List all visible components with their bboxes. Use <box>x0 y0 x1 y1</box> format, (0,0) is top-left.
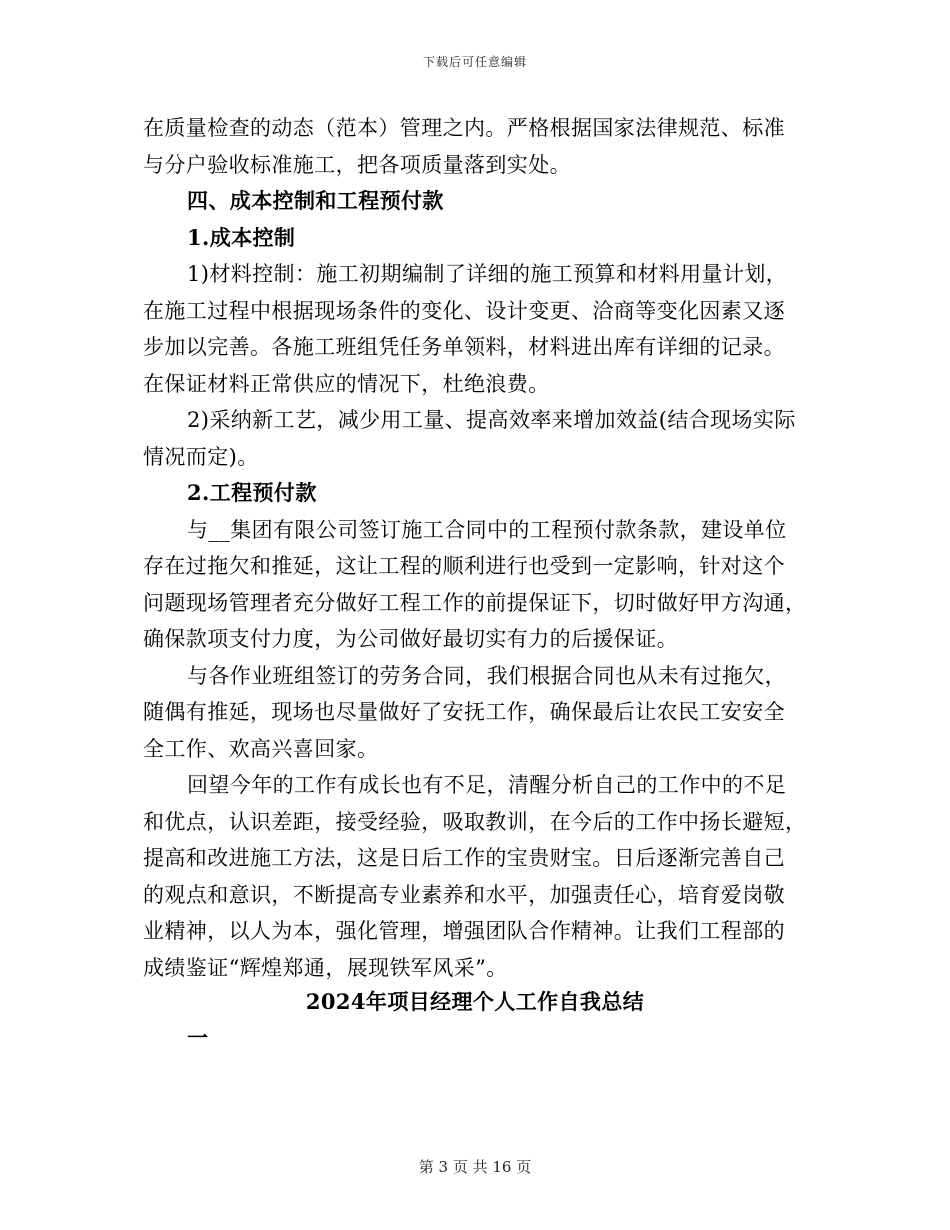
paragraph-line: 在质量检查的动态（范本）管理之内。严格根据国家法律规范、标准 <box>143 116 785 140</box>
section-number: 一 <box>187 1025 208 1050</box>
paragraph-line: 与各作业班组签订的劳务合同，我们根据合同也从未有过拖欠， <box>187 663 787 688</box>
paragraph-line: 全工作、欢高兴喜回家。 <box>143 736 379 761</box>
subsection-heading: 1.成本控制 <box>187 224 296 250</box>
paragraph-line: 提高和改进施工方法，这是日后工作的宝贵财宝。日后逐渐完善自己 <box>143 846 785 870</box>
paragraph-line: 成绩鉴证“辉煌郑通，展现铁军风采”。 <box>143 955 508 980</box>
paragraph-line: 问题现场管理者充分做好工程工作的前提保证下，切时做好甲方沟通， <box>143 590 807 615</box>
page-footer: 第 3 页 共 16 页 <box>418 1158 532 1176</box>
paragraph-line: 与分户验收标准施工，把各项质量落到实处。 <box>143 152 571 177</box>
paragraph-line: 1)材料控制：施工初期编制了详细的施工预算和材料用量计划， <box>187 262 788 286</box>
paragraph-line: 在保证材料正常供应的情况下，杜绝浪费。 <box>143 371 550 396</box>
document-body <box>143 110 813 986</box>
paragraph-line: 和优点，认识差距，接受经验，吸取教训，在今后的工作中扬长避短， <box>143 809 807 834</box>
subsection-heading: 2.工程预付款 <box>187 480 317 505</box>
paragraph-line: 确保款项支付力度，为公司做好最切实有力的后援保证。 <box>143 627 678 651</box>
paragraph-line: 业精神，以人为本，强化管理，增强团队合作精神。让我们工程部的 <box>143 919 785 943</box>
paragraph-line: 的观点和意识，不断提高专业素养和水平，加强责任心，培育爱岗敬 <box>143 882 785 907</box>
page-header: 下载后可任意编辑 <box>422 55 527 69</box>
paragraph-line: 情况而定)。 <box>143 444 259 469</box>
document-title: 2024年项目经理个人工作自我总结 <box>305 989 645 1014</box>
paragraph-line: 回望今年的工作有成长也有不足，清醒分析自己的工作中的不足 <box>187 773 787 797</box>
paragraph-line: 与__集团有限公司签订施工合同中的工程预付款条款，建设单位 <box>187 517 787 542</box>
paragraph-line: 存在过拖欠和推延，这让工程的顺利进行也受到一定影响，针对这个 <box>143 554 785 578</box>
section-heading: 四、成本控制和工程预付款 <box>187 188 444 213</box>
paragraph-line: 在施工过程中根据现场条件的变化、设计变更、洽商等变化因素又逐 <box>143 298 785 323</box>
paragraph-line: 步加以完善。各施工班组凭任务单领料，材料进出库有详细的记录。 <box>143 335 785 359</box>
paragraph-line: 随偶有推延，现场也尽量做好了安抚工作，确保最后让农民工安安全 <box>143 700 785 724</box>
paragraph-line: 2)采纳新工艺，减少用工量、提高效率来增加效益(结合现场实际 <box>187 408 796 432</box>
